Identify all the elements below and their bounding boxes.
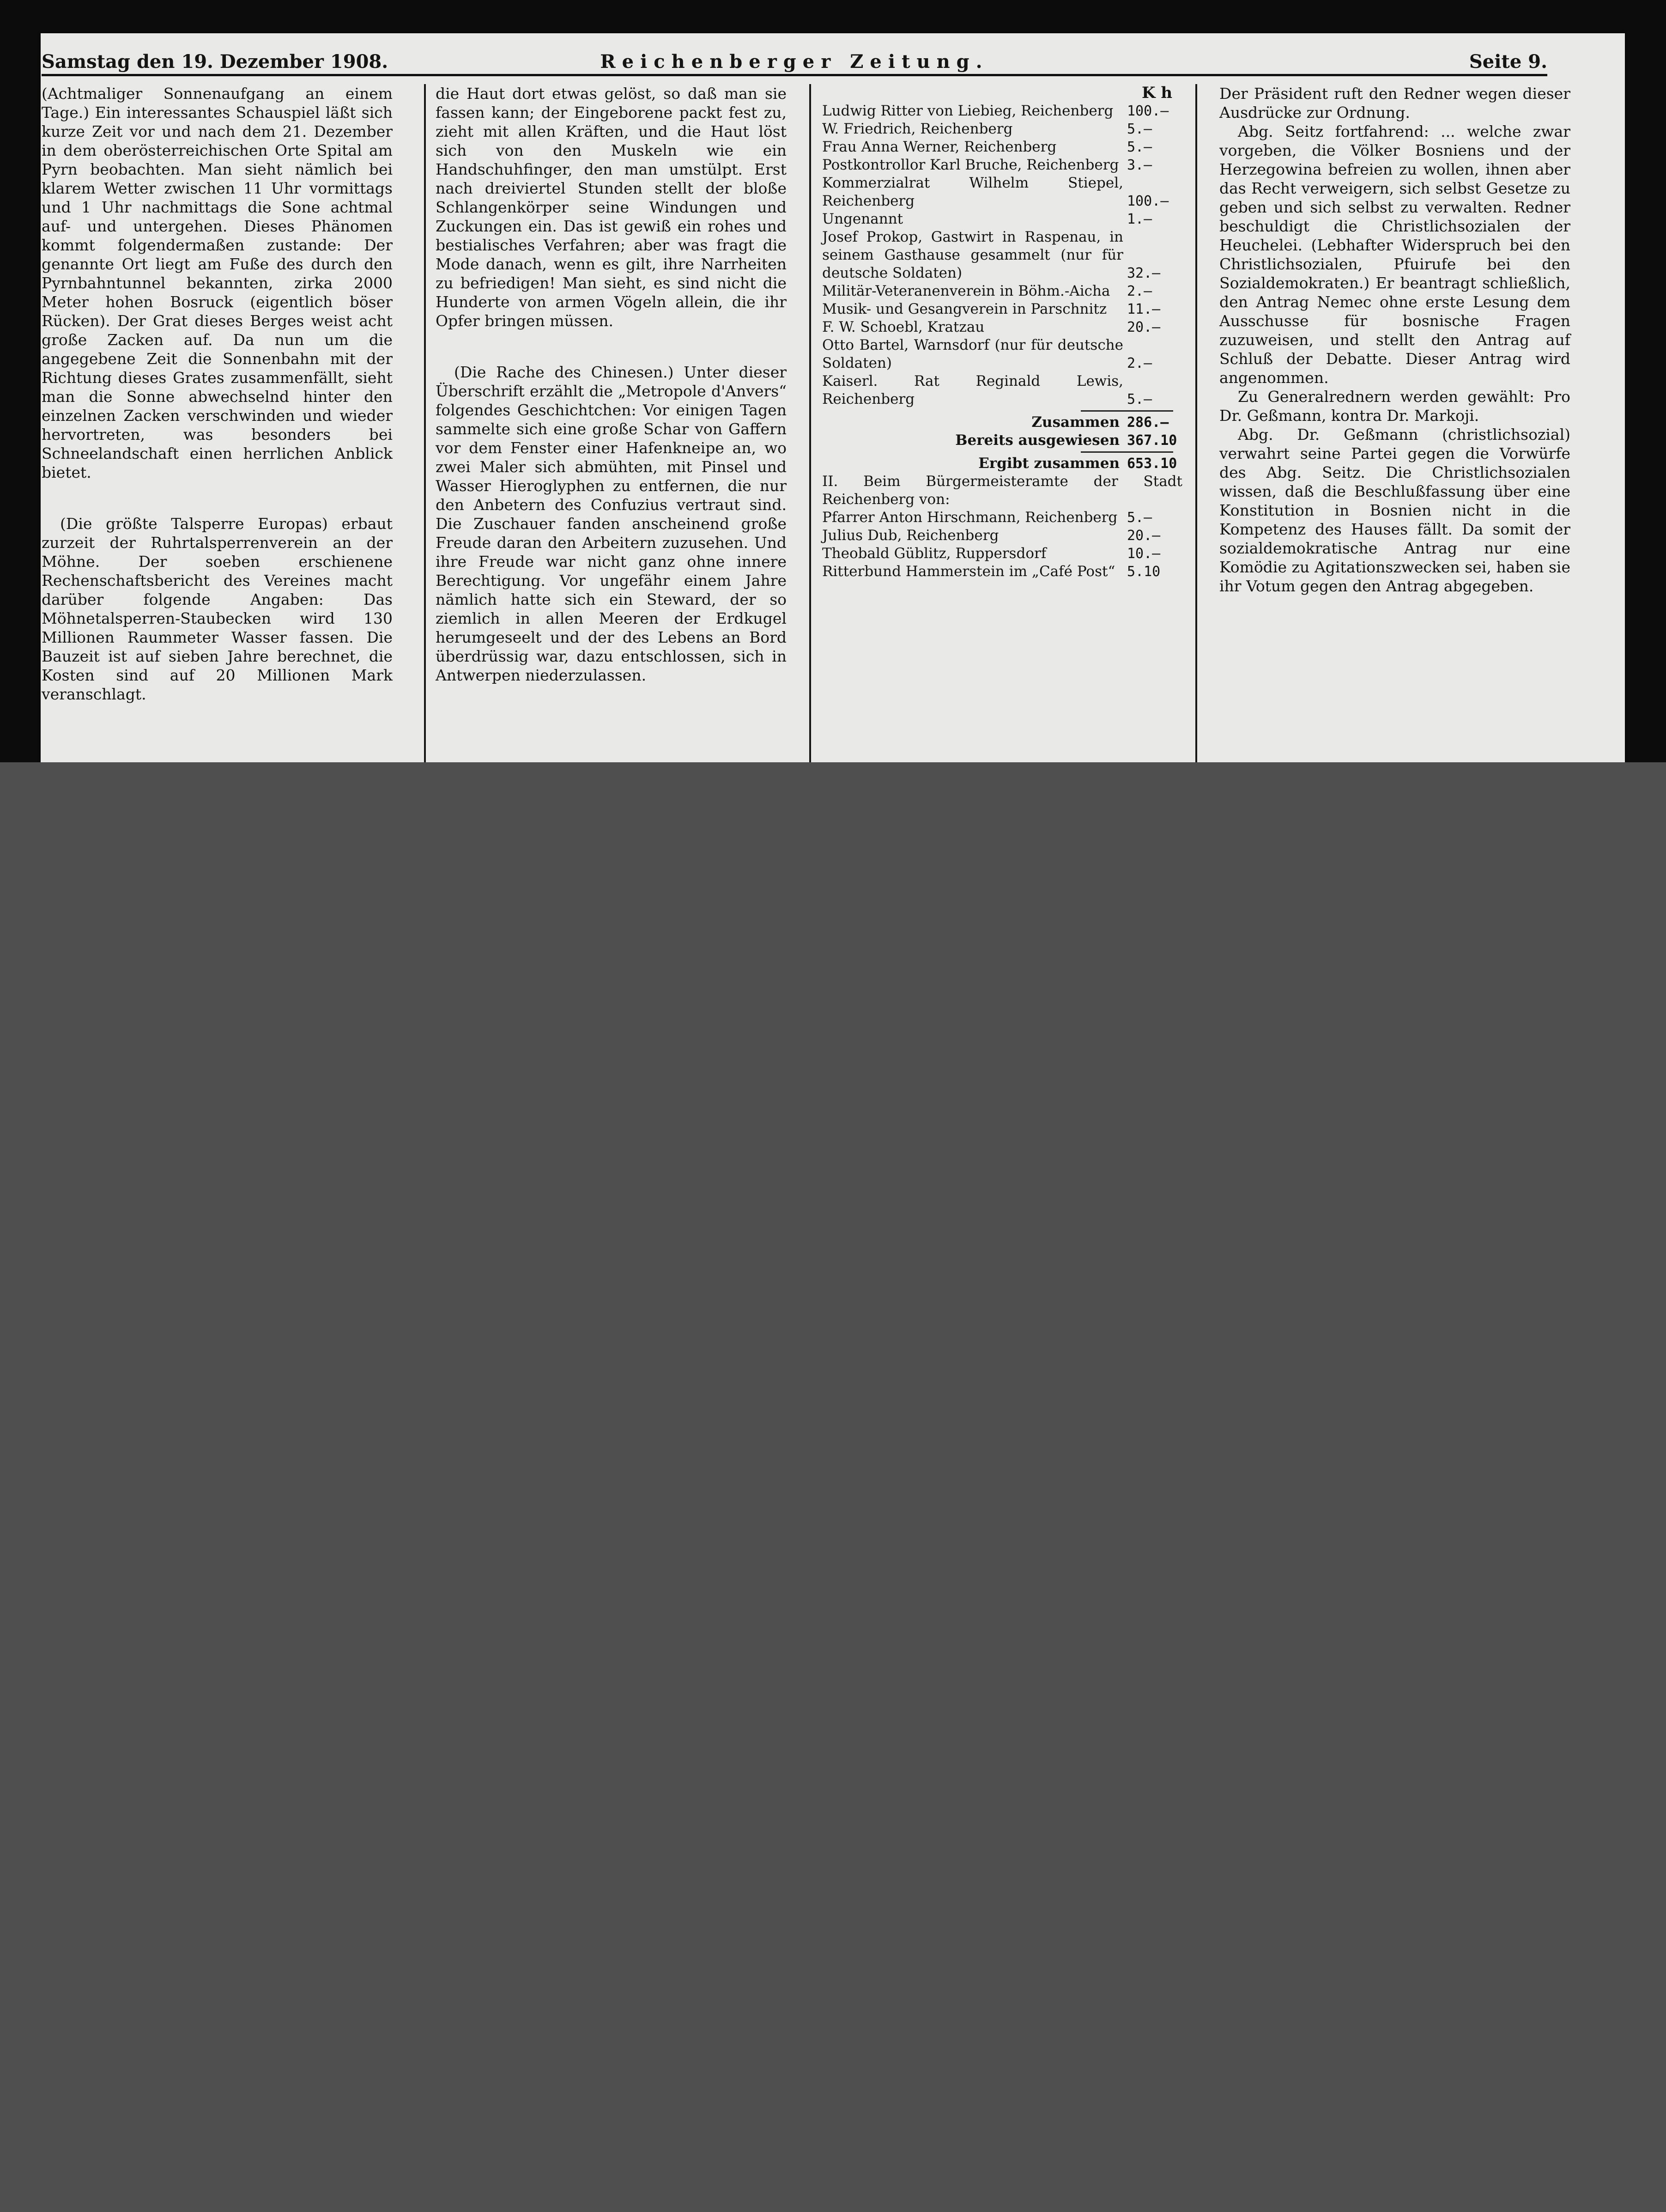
donation-entry xyxy=(822,509,1182,527)
column-rule xyxy=(809,84,811,763)
donation-amount: 11.— xyxy=(1127,301,1161,317)
donor-name: Postkontrollor Karl Bruche, Reichenberg xyxy=(822,157,1119,173)
donation-entry xyxy=(822,210,1182,228)
donation-amount: 100.— xyxy=(1127,193,1169,209)
donation-entry xyxy=(822,156,1182,174)
donor-name: W. Friedrich, Reichenberg xyxy=(822,121,1013,137)
column-rule xyxy=(424,84,426,763)
header-paper-name: Reichenberger Zeitung. xyxy=(600,51,989,73)
donation-entry xyxy=(822,372,1182,408)
sum-rule xyxy=(1081,410,1173,412)
donation-list xyxy=(822,84,1182,581)
donation-entry xyxy=(822,102,1182,120)
donor-name: Militär-Veteranenverein in Böhm.-Aicha xyxy=(822,283,1110,299)
donation-amount: 5.— xyxy=(1127,139,1152,155)
parliament-p3: Zu Generalrednern werden gewählt: Pro Dr. Geßmann, kontra Dr. Markoji. xyxy=(1219,388,1570,425)
donation-entry xyxy=(822,318,1182,336)
donor-name: Josef Prokop, Gastwirt in Raspenau, in seinem Gasthause gesammelt (nur für deutsche Soldaten) xyxy=(822,229,1123,281)
sum-ergibt: Ergibt zusammen 653.10 xyxy=(978,455,1177,472)
donation-entry xyxy=(822,300,1182,318)
donation-amount: 5.— xyxy=(1127,391,1152,407)
donation-entry xyxy=(822,120,1182,138)
donation-entry xyxy=(822,563,1182,581)
donor-name: Pfarrer Anton Hirschmann, Reichenberg xyxy=(822,509,1118,526)
donation-amount: 32.— xyxy=(1127,265,1161,281)
donation-entry xyxy=(822,228,1182,282)
donor-name: Kaiserl. Rat Reginald Lewis, Reichenberg xyxy=(822,373,1123,407)
sum-rule xyxy=(1081,451,1173,453)
article-sunrise: (Achtmaliger Sonnenaufgang an einem Tage.) Ein interessantes Schauspiel läßt sich kurze Zeit vor und nach dem 21. Dezember in dem oberösterreichischen Orte Spital am Pyrn beobachten. Man sieht nämlich bei klarem Wetter zwischen 11 Uhr vormittags und 1 Uhr nachmittags die Sone achtmal auf- und untergehen. Dieses Phänomen kommt folgendermaßen zustande: Der genannte Ort liegt am Fuße des durch den Pyrnbahntunnel bekannten, zirka 2000 Meter hohen Bosruck (eigentlich böser Rücken). Der Grat dieses Berges weist acht große Zacken auf. Da nun um die angegebene Zeit die Sonnenbahn mit der Richtung dieses Grates zusammenfällt, sieht man die Sonne abwechselnd hinter den einzelnen Zacken verschwinden und wieder hervortreten, was besonders bei Schneelandschaft einen herrlichen Anblick bietet. xyxy=(42,85,393,481)
empty-scan-area xyxy=(0,762,1666,2212)
header-date: Samstag den 19. Dezember 1908. xyxy=(42,51,388,73)
donor-name: Kommerzialrat Wilhelm Stiepel, Reichenberg xyxy=(822,175,1123,209)
parliament-p1: Der Präsident ruft den Redner wegen dieser Ausdrücke zur Ordnung. xyxy=(1219,85,1570,122)
donor-name: Otto Bartel, Warnsdorf (nur für deutsche Soldaten) xyxy=(822,337,1123,371)
donor-name: Ludwig Ritter von Liebieg, Reichenberg xyxy=(822,103,1114,119)
header-page-number: Seite 9. xyxy=(1469,51,1547,73)
column-4 xyxy=(1219,84,1570,596)
donation-entry xyxy=(822,138,1182,156)
column-1 xyxy=(42,84,393,704)
donation-amount: 20.— xyxy=(1127,319,1161,335)
donation-entry xyxy=(822,545,1182,563)
donation-amount: 20.— xyxy=(1127,528,1161,544)
donor-name: Musik- und Gesangverein in Parschnitz xyxy=(822,301,1107,317)
donation-amount: 2.— xyxy=(1127,355,1152,371)
donor-name: Theobald Güblitz, Ruppersdorf xyxy=(822,545,1047,562)
header-rule xyxy=(42,74,1547,76)
donation-amount: 10.— xyxy=(1127,546,1161,562)
currency-heading: K h xyxy=(1141,84,1173,102)
article-talsperre: (Die größte Talsperre Europas) erbaut zurzeit der Ruhrtalsperrenverein an der Möhne. Der soeben erschienene Rechenschaftsbericht des Vereines macht darüber folgende Angaben: Das Möhnetalsperren-Staubecken wird 130 Millionen Raummeter Wasser fassen. Die Bauzeit ist auf sieben Jahre berechnet, die Kosten sind auf 20 Millionen Mark veranschlagt. xyxy=(42,515,393,703)
donor-name: Ritterbund Hammerstein im „Café Post“ xyxy=(822,563,1115,580)
sum-zusammen: Zusammen 286.— xyxy=(1031,414,1169,431)
donor-name: Ungenannt xyxy=(822,211,903,227)
section-heading: II. Beim Bürgermeisteramte der Stadt Reichenberg von: xyxy=(822,473,1182,508)
article-chinese-revenge: (Die Rache des Chinesen.) Unter dieser Überschrift erzählt die „Metropole d'Anvers“ folgendes Geschichtchen: Vor einigen Tagen sammelte sich eine große Schar von Gaffern vor dem Fenster einer Hafenkneipe an, wo zwei Maler sich abmühten, mit Pinsel und Wasser Hieroglyphen zu entfernen, die nur den Anbetern des Confuzius vertraut sind. Die Zuschauer fanden anscheinend große Freude daran den Arbeitern zuzusehen. Und ihre Freude war nicht ganz ohne innere Berechtigung. Vor ungefähr einem Jahre nämlich hatte sich ein Steward, der so ziemlich in allen Meeren der Erdkugel herumgeseelt und der des Lebens an Bord überdrüssig war, dazu entschlossen, sich in Antwerpen niederzulassen. xyxy=(436,363,787,684)
donation-amount: 5.— xyxy=(1127,510,1152,526)
article-snake-skin: die Haut dort etwas gelöst, so daß man sie fassen kann; der Eingeborene packt fest zu, zieht mit allen Kräften, und die Haut löst sich von den Muskeln wie ein Handschuhfinger, den man umstülpt. Erst nach dreiviertel Stunden stellt der bloße Schlangenkörper seine Windungen und Zuckungen ein. Das ist gewiß ein rohes und bestialisches Verfahren; aber was fragt die Mode danach, wenn es gilt, ihre Narrheiten zu befriedigen! Man sieht, es sind nicht die Hunderte von armen Vögeln allein, die ihr Opfer bringen müssen. xyxy=(436,85,787,330)
donation-amount: 2.— xyxy=(1127,283,1152,299)
column-rule xyxy=(1195,84,1197,763)
donor-name: F. W. Schoebl, Kratzau xyxy=(822,319,985,335)
donation-entry xyxy=(822,282,1182,300)
donor-name: Frau Anna Werner, Reichenberg xyxy=(822,139,1057,155)
donation-entry xyxy=(822,336,1182,372)
donation-amount: 3.— xyxy=(1127,157,1152,173)
donation-amount: 1.— xyxy=(1127,211,1152,227)
donation-entry xyxy=(822,527,1182,545)
donation-entry xyxy=(822,174,1182,210)
donation-amount: 100.— xyxy=(1127,103,1169,119)
sum-bereits: Bereits ausgewiesen 367.10 xyxy=(955,432,1177,449)
donation-amount: 5.— xyxy=(1127,121,1152,137)
donation-amount: 5.10 xyxy=(1127,564,1161,580)
column-2 xyxy=(436,84,787,685)
parliament-p4: Abg. Dr. Geßmann (christlichsozial) verwahrt seine Partei gegen die Vorwürfe des Abg. Seitz. Die Christlichsozialen wissen, daß die Beschlußfassung über eine Konstitution in Bosnien nicht in die Kompetenz des Hauses fällt. Da somit der sozialdemokratische Antrag nur eine Komödie zu Agitationszwecken sei, haben sie ihr Votum gegen den Antrag abgegeben. xyxy=(1219,425,1570,595)
donor-name: Julius Dub, Reichenberg xyxy=(822,527,999,544)
parliament-p2: Abg. Seitz fortfahrend: ... welche zwar vorgeben, die Völker Bosniens und der Herzegowina befreien zu wollen, ihnen aber das Recht verweigern, sich selbst Gesetze zu geben und sich selbst zu verwalten. Redner beschuldigt die Christlichsozialen der Heuchelei. (Lebhafter Widerspruch bei den Christlichsozialen, Pfuirufe bei den Sozialdemokraten.) Er beantragt schließlich, den Antrag Nemec ohne erste Lesung dem Ausschusse für bosnische Fragen zuzuweisen, und stellt den Antrag auf Schluß der Debatte. Dieser Antrag wird angenommen. xyxy=(1219,122,1570,387)
